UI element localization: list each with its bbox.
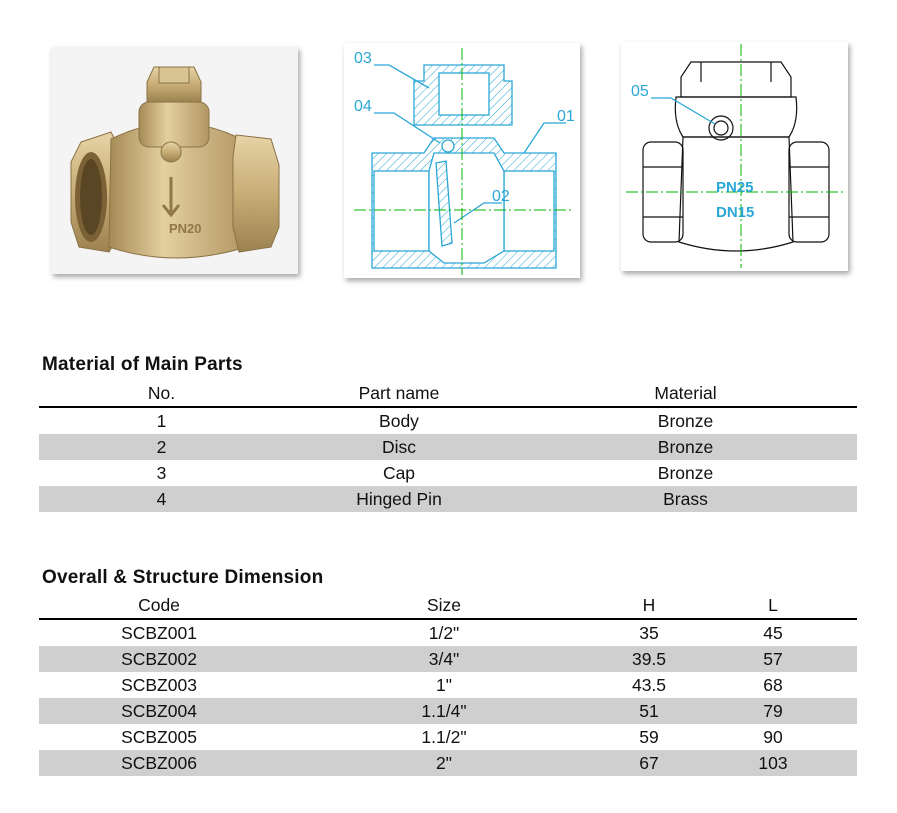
label-03: 03 [354,50,372,67]
col-header-material: Material [514,381,857,407]
table-row [39,407,857,434]
cell-part-name: Disc [284,434,514,460]
cell-code: SCBZ005 [121,726,197,747]
pressure-mark: PN25 [716,179,754,196]
cell-no: 3 [156,462,167,483]
col-header-l: L [689,593,857,619]
cell-h: 43.5 [631,674,667,695]
cell-code: SCBZ002 [39,646,279,672]
cell-size: 1.1/4" [279,698,609,724]
cell-l: 90 [763,726,783,747]
cell-code: SCBZ003 [121,674,197,695]
table-row [39,672,857,698]
table-row [39,698,857,724]
cell-h: 35 [639,622,659,643]
casting-text: PN20 [169,221,202,236]
cell-material: Brass [514,486,857,512]
col-header-code: Code [39,593,279,619]
dimensions-table [39,593,857,776]
front-drawing [621,42,848,271]
label-04: 04 [354,98,372,115]
parts-table [39,381,857,512]
cell-material: Bronze [657,462,714,483]
table-row [39,646,857,672]
cell-size: 1/2" [428,622,460,643]
dimensions-section-title: Overall & Structure Dimension [42,567,324,588]
cell-code: SCBZ006 [39,750,279,776]
cell-no: 4 [39,486,284,512]
cell-size: 3/4" [279,646,609,672]
valve-section-diagram [344,43,580,278]
table-row [39,486,857,512]
label-05: 05 [631,83,649,100]
valve-front-diagram [621,42,848,271]
section-drawing [344,43,580,278]
cell-l: 68 [763,674,783,695]
col-header-no: No. [39,381,284,407]
col-header-size: Size [279,593,609,619]
table-row [39,460,857,486]
cell-l: 79 [689,698,857,724]
cell-code: SCBZ004 [39,698,279,724]
cell-material: Bronze [657,410,714,431]
label-02: 02 [492,188,510,205]
table-row [39,750,857,776]
bronze-check-valve-image [51,47,298,274]
cell-h: 59 [639,726,659,747]
table-header-row [39,593,857,619]
cell-material: Bronze [514,434,857,460]
cell-part-name: Cap [382,462,416,483]
cell-size: 2" [279,750,609,776]
size-mark: DN15 [716,204,755,221]
col-header-h: H [609,593,689,619]
cell-part-name: Hinged Pin [284,486,514,512]
parts-section-title: Material of Main Parts [42,354,243,375]
cell-no: 1 [156,410,167,431]
cell-h: 39.5 [609,646,689,672]
cell-h: 51 [609,698,689,724]
cell-code: SCBZ001 [121,622,197,643]
table-row [39,434,857,460]
cell-l: 45 [763,622,783,643]
table-header-row [39,381,857,407]
cell-size: 1" [436,674,452,695]
cell-l: 103 [689,750,857,776]
cell-part-name: Body [379,410,419,431]
table-row [39,724,857,750]
col-header-part-name: Part name [284,381,514,407]
cell-size: 1.1/2" [421,726,467,747]
label-01: 01 [557,108,575,125]
cell-l: 57 [689,646,857,672]
table-row [39,619,857,646]
cell-no: 2 [39,434,284,460]
valve-photo [51,47,298,274]
cell-h: 67 [609,750,689,776]
